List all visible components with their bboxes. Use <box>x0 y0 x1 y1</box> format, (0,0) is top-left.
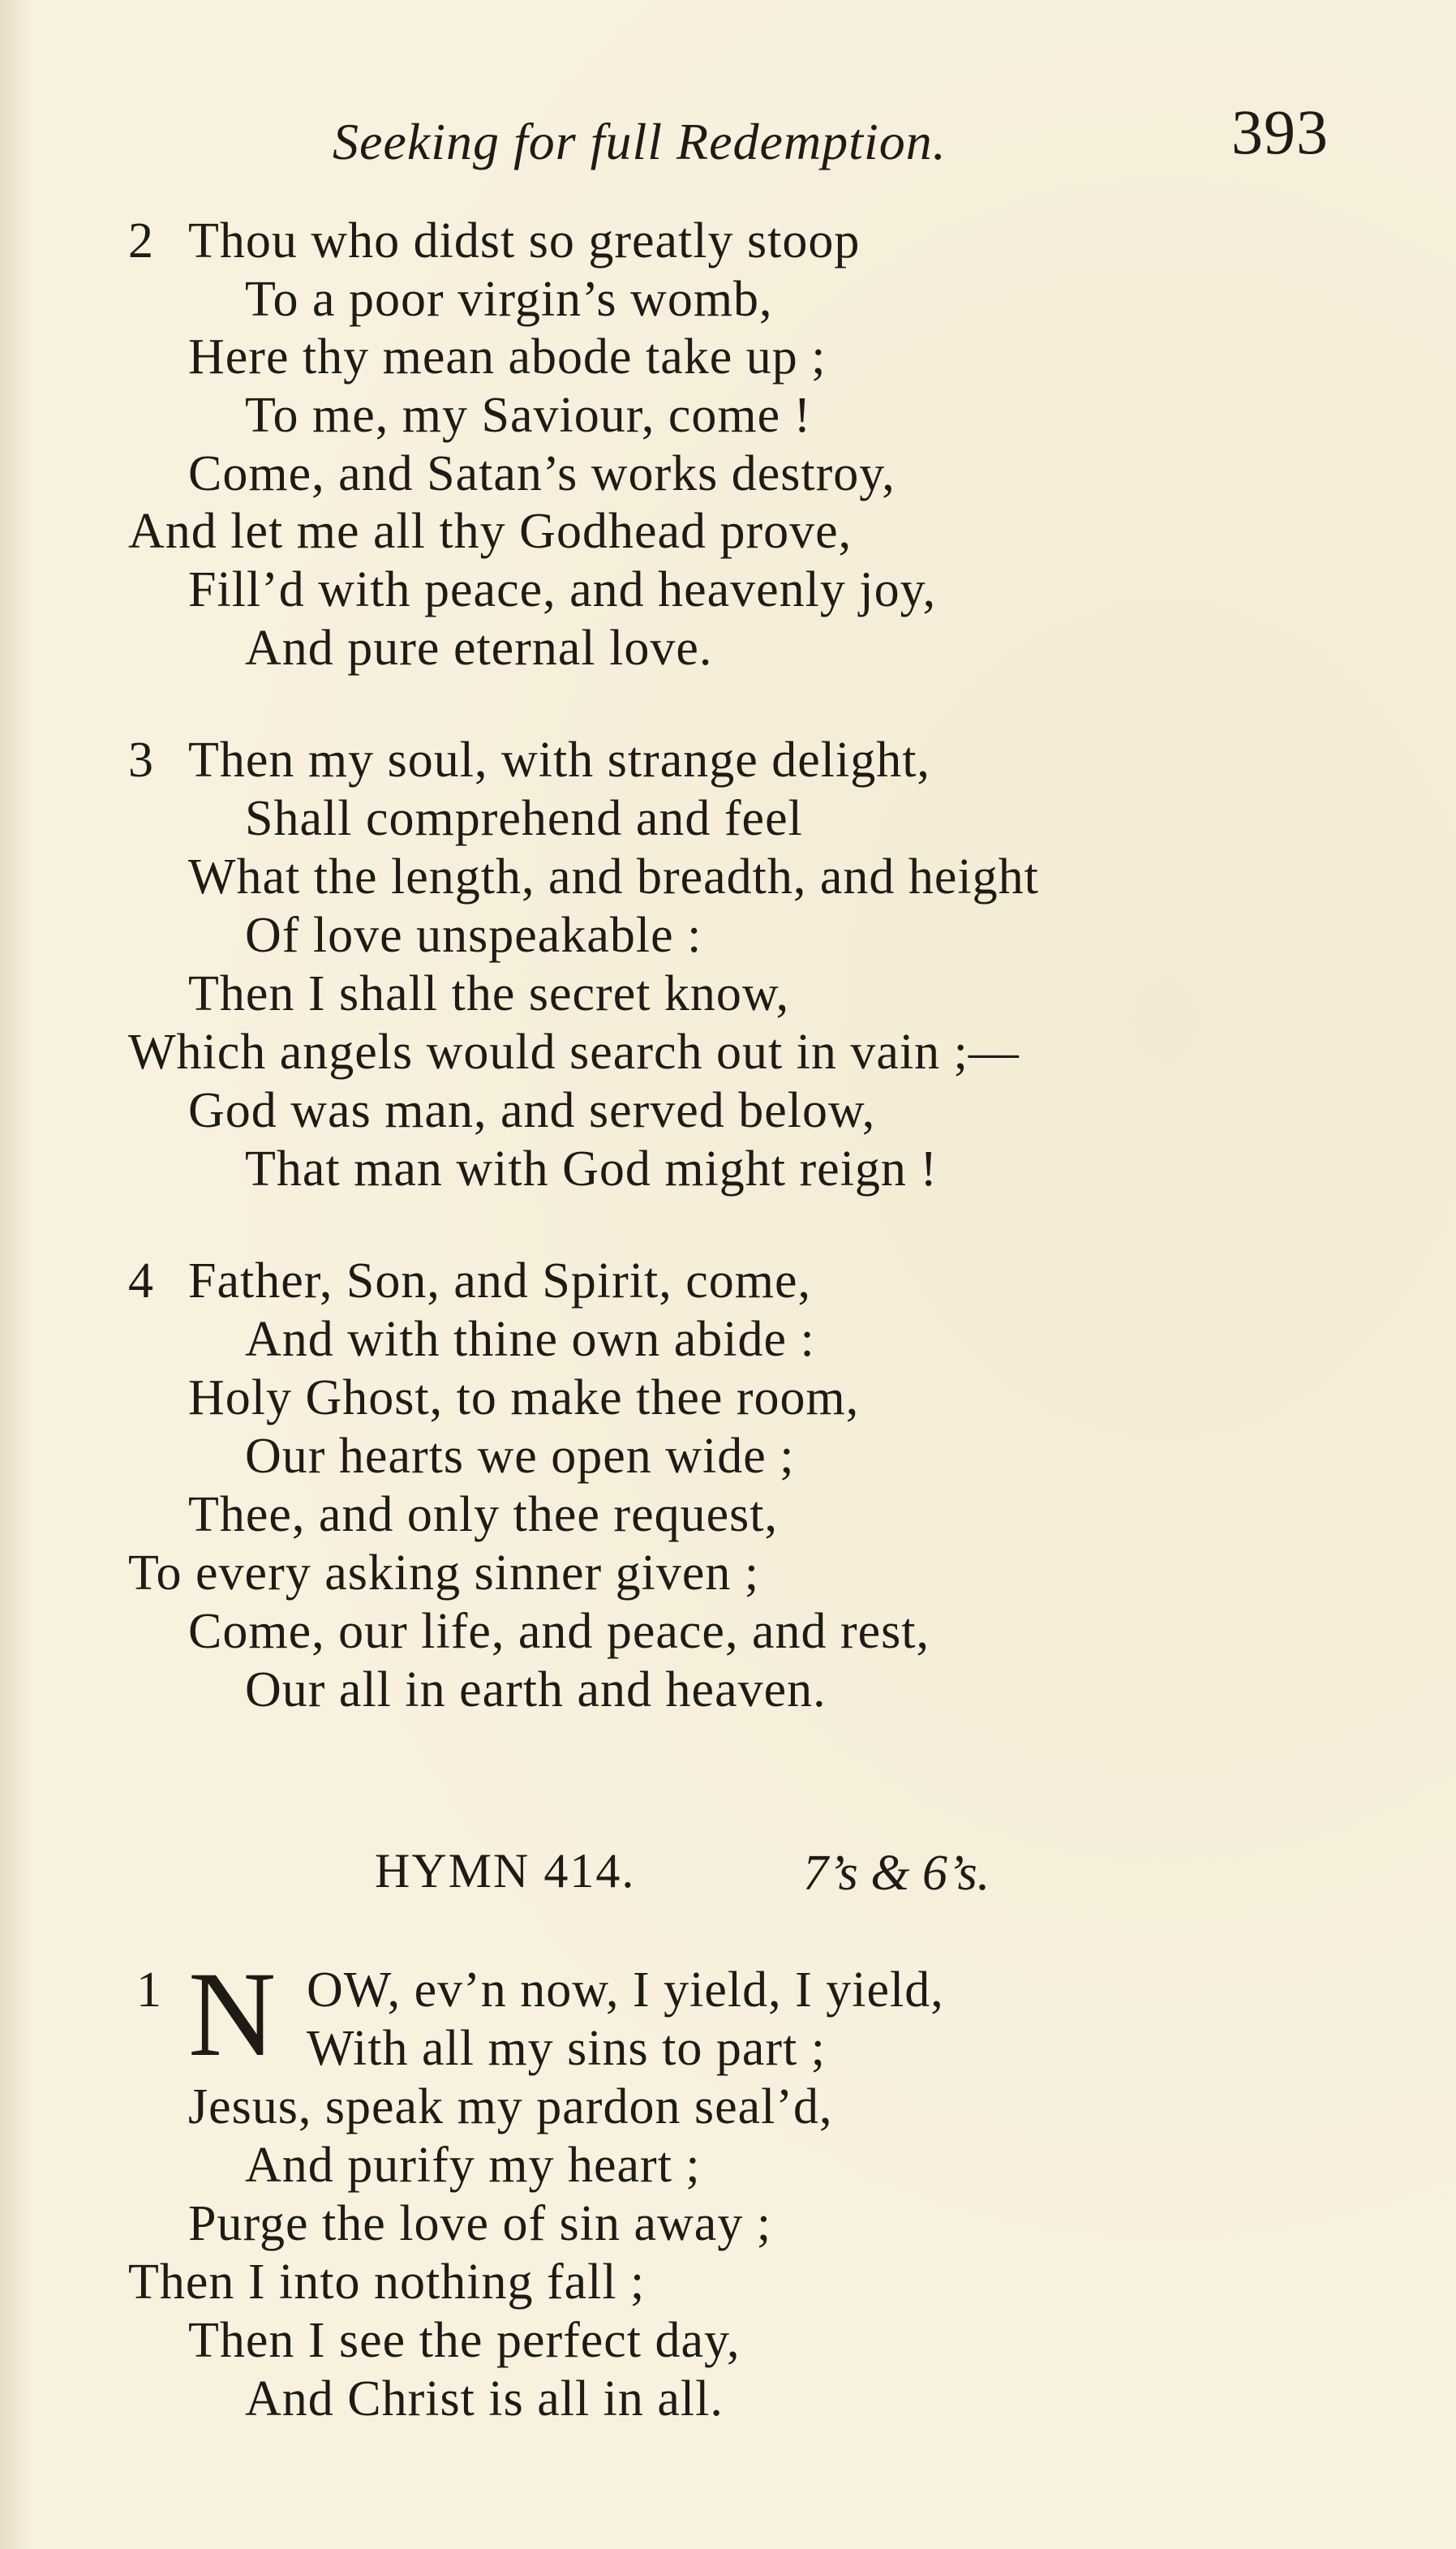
drop-cap: N <box>188 1947 277 2082</box>
page-number: 393 <box>1231 97 1329 167</box>
verse-line: Come, and Satan’s works destroy, <box>188 446 896 501</box>
verse-line: Holy Ghost, to make thee room, <box>188 1370 860 1425</box>
hymn-title: HYMN 414. <box>375 1844 636 1898</box>
verse-line: And with thine own abide : <box>245 1312 815 1367</box>
verse-line: Then I into nothing fall ; <box>128 2255 646 2310</box>
verse-line: Thou who didst so greatly stoop <box>188 213 861 269</box>
stanza-number: 1 <box>136 1962 161 2018</box>
verse-line: To every asking sinner given ; <box>128 1545 760 1601</box>
verse-line: Here thy mean abode take up ; <box>188 329 827 385</box>
running-title: Seeking for full Redemption. <box>333 113 947 170</box>
verse-line: Purge the love of sin away ; <box>188 2196 772 2251</box>
verse-line: Which angels would search out in vain ;— <box>128 1025 1020 1080</box>
verse-line: Shall comprehend and feel <box>245 791 803 846</box>
verse-line: Come, our life, and peace, and rest, <box>188 1604 930 1659</box>
verse-line: With all my sins to part ; <box>307 2021 827 2076</box>
verse-line: Then my soul, with strange delight, <box>188 733 930 788</box>
verse-line: Fill’d with peace, and heavenly joy, <box>188 562 937 617</box>
verse-line: Of love unspeakable : <box>245 908 702 963</box>
stanza-number: 2 <box>128 213 153 269</box>
hymn-meter: 7’s & 6’s. <box>803 1846 990 1901</box>
verse-line: OW, ev’n now, I yield, I yield, <box>307 1962 944 2018</box>
verse-line: What the length, and breadth, and height <box>188 849 1039 905</box>
verse-line: Then I see the perfect day, <box>188 2313 741 2368</box>
verse-line: Father, Son, and Spirit, come, <box>188 1253 811 1309</box>
verse-line: Thee, and only thee request, <box>188 1487 778 1542</box>
verse-line: That man with God might reign ! <box>245 1141 938 1197</box>
verse-line: Jesus, speak my pardon seal’d, <box>188 2079 833 2134</box>
stanza-number: 3 <box>128 733 153 788</box>
verse-line: And pure eternal love. <box>245 621 713 676</box>
verse-line: Our all in earth and heaven. <box>245 1662 827 1717</box>
verse-line: God was man, and served below, <box>188 1083 876 1138</box>
verse-line: Then I shall the secret know, <box>188 966 790 1021</box>
verse-line: Our hearts we open wide ; <box>245 1429 795 1484</box>
verse-line: And purify my heart ; <box>245 2138 701 2193</box>
verse-line: To a poor virgin’s womb, <box>245 272 773 327</box>
verse-line: And let me all thy Godhead prove, <box>128 504 853 559</box>
verse-line: And Christ is all in all. <box>245 2371 724 2426</box>
verse-line: To me, my Saviour, come ! <box>245 388 812 443</box>
stanza-number: 4 <box>128 1253 153 1309</box>
